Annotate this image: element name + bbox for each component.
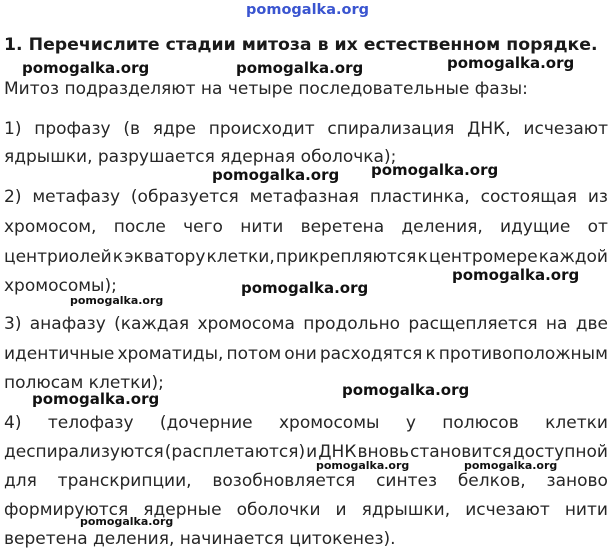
word: 1) [4,119,22,139]
text-line [4,115,608,143]
word: клетки, [206,247,275,267]
word: исчезают [465,500,550,520]
word: они [284,344,317,364]
word: идущие [500,217,571,237]
word: клетки [545,413,608,433]
word: ядре [152,119,196,139]
watermark-text: pomogalka.org [236,59,364,77]
word: хромосома [197,314,295,334]
word: продольно [303,314,401,334]
word: спирализация [327,119,455,139]
word: экватору [124,247,206,267]
watermark-text: pomogalka.org [80,515,174,528]
word: исчезают [523,119,608,139]
word: (каждая [114,314,190,334]
word: состоящая [480,187,577,207]
word: хроматиды, [117,344,224,364]
word: полюсам клетки); [4,373,164,393]
word: две [575,314,608,334]
word: идентичные [4,344,115,364]
word: после [113,217,166,237]
watermark-text: pomogalka.org [246,2,369,18]
word: и [335,500,347,520]
watermark-text: pomogalka.org [32,390,160,408]
watermark-text: pomogalka.org [447,54,575,72]
text-line [4,213,608,241]
word: транскрипции, [57,471,192,491]
word: хромосом, [4,217,97,237]
word: белков, [457,471,526,491]
word: прикрепляются [275,247,417,267]
word: (дочерние [159,413,253,433]
watermark-text: pomogalka.org [70,294,164,307]
word: полюсов [442,413,519,433]
word: деления, [401,217,483,237]
question-heading: 1. Перечислите стадии митоза в их естественном порядке. [4,35,598,55]
word: (образуется [130,187,239,207]
word: доступной [512,442,608,462]
word: нити [240,217,284,237]
word: центромере [428,247,538,267]
word: метафазу [32,187,121,207]
word: ядрышки, разрушается ядерная оболочка); [4,147,397,167]
word: телофазу [47,413,134,433]
word: ДНК, [467,119,511,139]
word: синтез [376,471,437,491]
word: у [405,413,416,433]
word: анафазу [29,314,106,334]
watermark-text: pomogalka.org [452,266,580,284]
word: хромосомы); [4,276,117,296]
word: Митоз подразделяют на четыре последовательные фазы: [4,79,528,99]
word: из [587,187,608,207]
text-line [4,183,608,211]
word: пластинка, [369,187,470,207]
word: для [4,471,37,491]
word: расщепляется [408,314,538,334]
word: к [417,247,428,267]
word: 4) [4,413,22,433]
word: нити [564,500,608,520]
word: вновь [357,442,410,462]
word: веретена деления, начинается цитокенез). [4,529,396,549]
word: хромосомы [278,413,380,433]
text-line [4,409,608,437]
word: центриолей [4,247,112,267]
word: формируются [4,500,129,520]
word: возобновляется [212,471,356,491]
word: на [545,314,568,334]
word: 3) [4,314,22,334]
watermark-text: pomogalka.org [342,381,470,399]
word: ядрышки, [361,500,451,520]
watermark-text: pomogalka.org [241,279,369,297]
word: происходит [208,119,315,139]
word: противоположным [438,344,608,364]
word: чего [183,217,223,237]
word: и [306,442,318,462]
word: расходятся [319,344,423,364]
word: заново [546,471,608,491]
text-line [4,75,608,103]
watermark-text: pomogalka.org [212,166,340,184]
word: от [587,217,608,237]
word: 2) [4,187,22,207]
word: веретена [300,217,385,237]
text-line [4,525,608,553]
text-line [4,340,608,368]
text-line [4,310,608,338]
word: метафазная [249,187,359,207]
word: (в [123,119,140,139]
word: потом [226,344,282,364]
word: к [112,247,124,267]
word: каждой [538,247,608,267]
word: ДНК [318,442,357,462]
watermark-text: pomogalka.org [316,459,410,472]
word: ядерные [143,500,222,520]
word: к [425,344,436,364]
word: (расплетаются) [164,442,306,462]
watermark-text: pomogalka.org [464,459,558,472]
word: оболочки [236,500,321,520]
word: становится [410,442,512,462]
word: профазу [34,119,111,139]
watermark-text: pomogalka.org [22,59,150,77]
watermark-text: pomogalka.org [371,161,499,179]
word: деспирализуются [4,442,164,462]
